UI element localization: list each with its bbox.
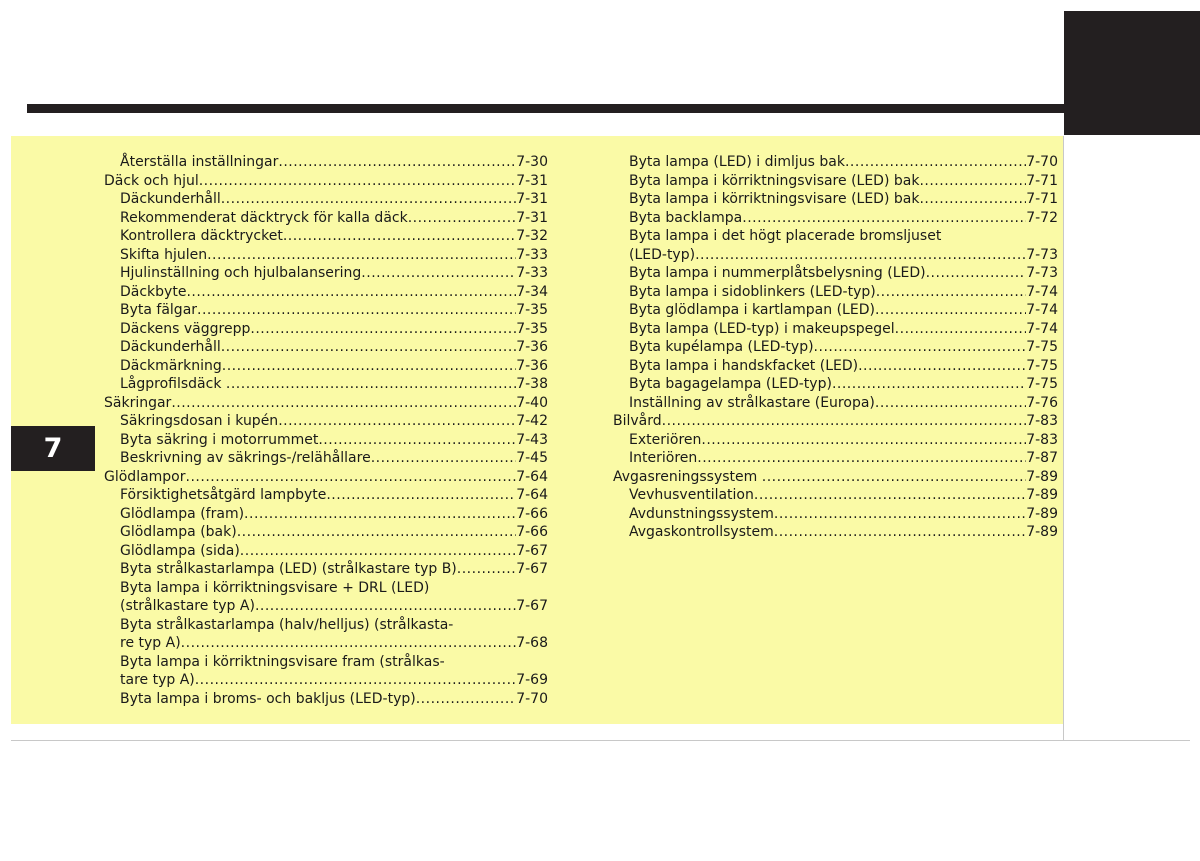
toc-page-number: 7-45 (516, 450, 548, 466)
dot-leader (181, 634, 517, 653)
toc-page-number: 7-71 (1026, 191, 1058, 207)
toc-page-number: 7-34 (516, 283, 548, 300)
dot-leader (186, 283, 516, 302)
toc-entry-text: re typ A) (120, 635, 181, 651)
toc-entry-text: Säkringar (104, 394, 172, 411)
dot-leader (186, 468, 517, 487)
toc-entry[interactable] (104, 153, 548, 172)
toc-entry-text: Byta lampa (LED) i dimljus bak (629, 154, 845, 170)
toc-entry-text: Byta lampa (LED-typ) i makeupspegel (629, 320, 895, 337)
toc-entry[interactable] (104, 542, 548, 561)
margin-divider (1063, 136, 1064, 740)
toc-page-number: 7-64 (516, 487, 548, 503)
toc-page-number: 7-33 (516, 246, 548, 263)
dot-leader (283, 227, 516, 246)
toc-page-number: 7-40 (516, 394, 548, 411)
toc-page-number: 7-30 (516, 154, 548, 170)
dot-leader (832, 375, 1026, 394)
dot-leader (754, 486, 1026, 505)
toc-entry[interactable] (104, 449, 548, 468)
toc-entry[interactable] (104, 190, 548, 209)
toc-page-number: 7-74 (1026, 320, 1058, 337)
toc-page-number: 7-71 (1026, 172, 1058, 189)
footer-rule (11, 740, 1190, 741)
toc-entry-text: Däckens väggrepp (120, 320, 251, 337)
toc-entry-text: Byta lampa i nummerplåtsbelysning (LED) (629, 265, 926, 281)
toc-entry-text: Byta lampa i körriktningsvisare fram (strålkas- (120, 653, 445, 670)
toc-page-number: 7-83 (1026, 413, 1058, 429)
toc-entry[interactable] (104, 320, 548, 339)
toc-entry-text: Däckmärkning (120, 357, 222, 374)
dot-leader (875, 301, 1026, 320)
toc-entry-text: Byta fälgar (120, 302, 198, 318)
toc-page-number: 7-83 (1026, 431, 1058, 448)
dot-leader (742, 209, 1026, 228)
toc-entry[interactable] (104, 209, 548, 228)
dot-leader (895, 320, 1027, 339)
dot-leader (697, 449, 1026, 468)
dot-leader (408, 209, 517, 228)
toc-entry-text: Byta backlampa (629, 209, 743, 226)
toc-page-number: 7-66 (516, 524, 548, 540)
dot-leader (278, 412, 516, 431)
toc-entry-text: Glödlampa (sida) (120, 542, 240, 559)
toc-page-number: 7-74 (1026, 302, 1058, 318)
toc-entry-text: Hjulinställning och hjulbalansering (120, 265, 362, 281)
chapter-tab[interactable]: 7 (11, 426, 95, 471)
dot-leader (919, 190, 1026, 209)
toc-entry[interactable] (104, 653, 548, 690)
toc-page-number: 7-67 (516, 598, 548, 614)
toc-entry-text: Interiören (629, 450, 698, 466)
toc-page-number: 7-43 (516, 431, 548, 448)
dot-leader (762, 468, 1026, 487)
header-rule (27, 104, 1064, 113)
toc-entry[interactable] (613, 468, 1058, 487)
dot-leader (457, 560, 516, 579)
toc-page-number: 7-70 (1026, 154, 1058, 170)
toc-entry-text: Däckbyte (120, 283, 187, 300)
toc-entry-text: Byta strålkastarlampa (halv/helljus) (strålkasta- (120, 616, 454, 633)
dot-leader (222, 357, 516, 376)
toc-page-number: 7-75 (1026, 357, 1058, 374)
dot-leader (226, 375, 516, 394)
toc-page-number: 7-76 (1026, 394, 1058, 411)
toc-entry-text: Däckunderhåll (120, 191, 221, 207)
toc-entry[interactable] (613, 394, 1058, 413)
toc-page-number: 7-89 (1026, 524, 1058, 540)
toc-entry[interactable] (104, 579, 548, 616)
toc-entry[interactable] (613, 412, 1058, 431)
toc-entry[interactable] (104, 227, 548, 246)
toc-page-number: 7-66 (516, 505, 548, 522)
dot-leader (371, 449, 517, 468)
toc-entry-text: Byta lampa i körriktningsvisare (LED) bak (629, 191, 920, 207)
toc-entry-text: Byta säkring i motorrummet (120, 431, 319, 448)
toc-page-number: 7-42 (516, 413, 548, 429)
dot-leader (695, 246, 1026, 265)
toc-entry-text: Byta lampa i det högt placerade bromsljuset (629, 228, 942, 244)
toc-page-number: 7-89 (1026, 468, 1058, 485)
dot-leader (858, 357, 1026, 376)
toc-entry-text: Däckunderhåll (120, 339, 221, 355)
toc-entry-text: Byta strålkastarlampa (LED) (strålkastare typ B) (120, 561, 457, 577)
dot-leader (237, 523, 517, 542)
toc-entry-text: Skifta hjulen (120, 246, 208, 263)
toc-entry-text: Däck och hjul (104, 172, 199, 189)
toc-entry[interactable] (104, 690, 548, 709)
toc-entry-text: Exteriören (629, 431, 702, 448)
toc-entry-text: Byta lampa i broms- och bakljus (LED-typ) (120, 690, 416, 707)
dot-leader (240, 542, 516, 561)
toc-entry-text: Vevhusventilation (629, 487, 754, 503)
dot-leader (701, 431, 1026, 450)
dot-leader (207, 246, 516, 265)
toc-entry-text: Glödlampa (bak) (120, 524, 237, 540)
toc-entry[interactable] (613, 486, 1058, 505)
toc-entry-text: Säkringsdosan i kupén (120, 413, 279, 429)
toc-entry[interactable] (613, 505, 1058, 524)
toc-page-number: 7-31 (516, 209, 548, 226)
toc-entry-text: Byta glödlampa i kartlampan (LED) (629, 302, 875, 318)
corner-block (1064, 11, 1200, 135)
toc-page-number: 7-31 (516, 172, 548, 189)
toc-page-number: 7-64 (516, 468, 548, 485)
toc-entry[interactable] (613, 375, 1058, 394)
toc-entry-text: Lågprofilsdäck (120, 376, 226, 392)
toc-entry[interactable] (104, 301, 548, 320)
toc-page-number: 7-72 (1026, 209, 1058, 226)
dot-leader (255, 597, 516, 616)
toc-entry[interactable] (613, 523, 1058, 542)
toc-entry[interactable] (104, 560, 548, 579)
toc-entry[interactable] (104, 616, 548, 653)
toc-entry[interactable] (613, 190, 1058, 209)
toc-page-number: 7-73 (1026, 265, 1058, 281)
toc-entry[interactable] (104, 468, 548, 487)
toc-entry[interactable] (613, 320, 1058, 339)
toc-entry-text: Avgasreningssystem (613, 468, 762, 485)
dot-leader (221, 338, 516, 357)
toc-page-number: 7-33 (516, 265, 548, 281)
toc-entry-text: tare typ A) (120, 672, 195, 688)
toc-entry[interactable] (104, 338, 548, 357)
toc-entry-text: (LED-typ) (629, 246, 696, 263)
toc-entry-text: Byta lampa i körriktningsvisare + DRL (LED) (120, 579, 430, 596)
dot-leader (845, 153, 1026, 172)
toc-page-number: 7-68 (516, 635, 548, 651)
toc-entry-text: Byta lampa i sidoblinkers (LED-typ) (629, 283, 876, 300)
toc-page-number: 7-31 (516, 191, 548, 207)
toc-page-number: 7-38 (516, 376, 548, 392)
toc-entry[interactable] (104, 264, 548, 283)
dot-leader (876, 283, 1026, 302)
toc-entry-text: Bilvård (613, 413, 662, 429)
toc-page-number: 7-35 (516, 302, 548, 318)
toc-left-column (104, 153, 548, 708)
dot-leader (814, 338, 1027, 357)
toc-entry-text: Beskrivning av säkrings-/relähållare (120, 450, 371, 466)
toc-entry-text: Byta kupélampa (LED-typ) (629, 339, 814, 355)
toc-page-number: 7-74 (1026, 283, 1058, 300)
toc-page-number: 7-67 (516, 561, 548, 577)
toc-entry[interactable] (613, 172, 1058, 191)
toc-entry-text: Byta lampa i körriktningsvisare (LED) bak (629, 172, 920, 189)
toc-entry-text: Byta bagagelampa (LED-typ) (629, 376, 832, 392)
dot-leader (416, 690, 516, 709)
toc-page-number: 7-32 (516, 228, 548, 244)
toc-entry[interactable] (613, 301, 1058, 320)
toc-page-number: 7-70 (516, 690, 548, 707)
toc-page-number: 7-89 (1026, 487, 1058, 503)
dot-leader (919, 172, 1026, 191)
toc-page-number: 7-75 (1026, 339, 1058, 355)
dot-leader (875, 394, 1026, 413)
toc-page-number: 7-36 (516, 339, 548, 355)
dot-leader (199, 172, 516, 191)
toc-entry[interactable] (104, 357, 548, 376)
toc-entry-text: Inställning av strålkastare (Europa) (629, 394, 875, 411)
toc-entry[interactable] (613, 449, 1058, 468)
toc-entry[interactable] (104, 246, 548, 265)
dot-leader (774, 505, 1026, 524)
toc-entry-text: Glödlampa (fram) (120, 505, 245, 522)
toc-page-number: 7-87 (1026, 450, 1058, 466)
toc-entry-text: Byta lampa i handskfacket (LED) (629, 357, 859, 374)
toc-page-number: 7-36 (516, 357, 548, 374)
toc-entry[interactable] (613, 283, 1058, 302)
toc-entry[interactable] (104, 505, 548, 524)
toc-entry[interactable] (613, 153, 1058, 172)
dot-leader (221, 190, 516, 209)
dot-leader (318, 431, 516, 450)
toc-entry[interactable] (613, 357, 1058, 376)
dot-leader (278, 153, 516, 172)
toc-entry-text: Återställa inställningar (120, 154, 279, 170)
toc-entry-text: Glödlampor (104, 468, 186, 485)
toc-entry[interactable] (104, 283, 548, 302)
dot-leader (244, 505, 516, 524)
toc-page-number: 7-69 (516, 672, 548, 688)
toc-page-number: 7-35 (516, 320, 548, 337)
toc-entry[interactable] (104, 486, 548, 505)
toc-entry-text: Kontrollera däcktrycket (120, 228, 283, 244)
toc-right-column (613, 153, 1058, 542)
dot-leader (326, 486, 516, 505)
toc-entry-text: Avgaskontrollsystem (629, 524, 774, 540)
dot-leader (171, 394, 516, 413)
toc-entry-text: Avdunstningssystem (629, 505, 774, 522)
dot-leader (774, 523, 1026, 542)
dot-leader (662, 412, 1027, 431)
toc-entry[interactable] (104, 172, 548, 191)
toc-entry-text: (strålkastare typ A) (120, 598, 255, 614)
dot-leader (197, 301, 516, 320)
toc-entry[interactable] (613, 338, 1058, 357)
toc-entry[interactable] (104, 431, 548, 450)
toc-entry[interactable] (613, 209, 1058, 228)
toc-entry[interactable] (104, 412, 548, 431)
toc-page-number: 7-73 (1026, 246, 1058, 263)
toc-entry[interactable] (613, 227, 1058, 264)
dot-leader (250, 320, 516, 339)
toc-page-number: 7-75 (1026, 376, 1058, 392)
dot-leader (361, 264, 516, 283)
toc-entry[interactable] (104, 375, 548, 394)
toc-entry[interactable] (104, 523, 548, 542)
toc-entry[interactable] (613, 264, 1058, 283)
dot-leader (195, 671, 516, 690)
toc-page-number: 7-89 (1026, 505, 1058, 522)
toc-entry-text: Rekommenderat däcktryck för kalla däck (120, 209, 408, 226)
toc-entry-text: Försiktighetsåtgärd lampbyte (120, 487, 327, 503)
toc-page-number: 7-67 (516, 542, 548, 559)
toc-entry[interactable] (613, 431, 1058, 450)
dot-leader (926, 264, 1027, 283)
toc-entry[interactable] (104, 394, 548, 413)
